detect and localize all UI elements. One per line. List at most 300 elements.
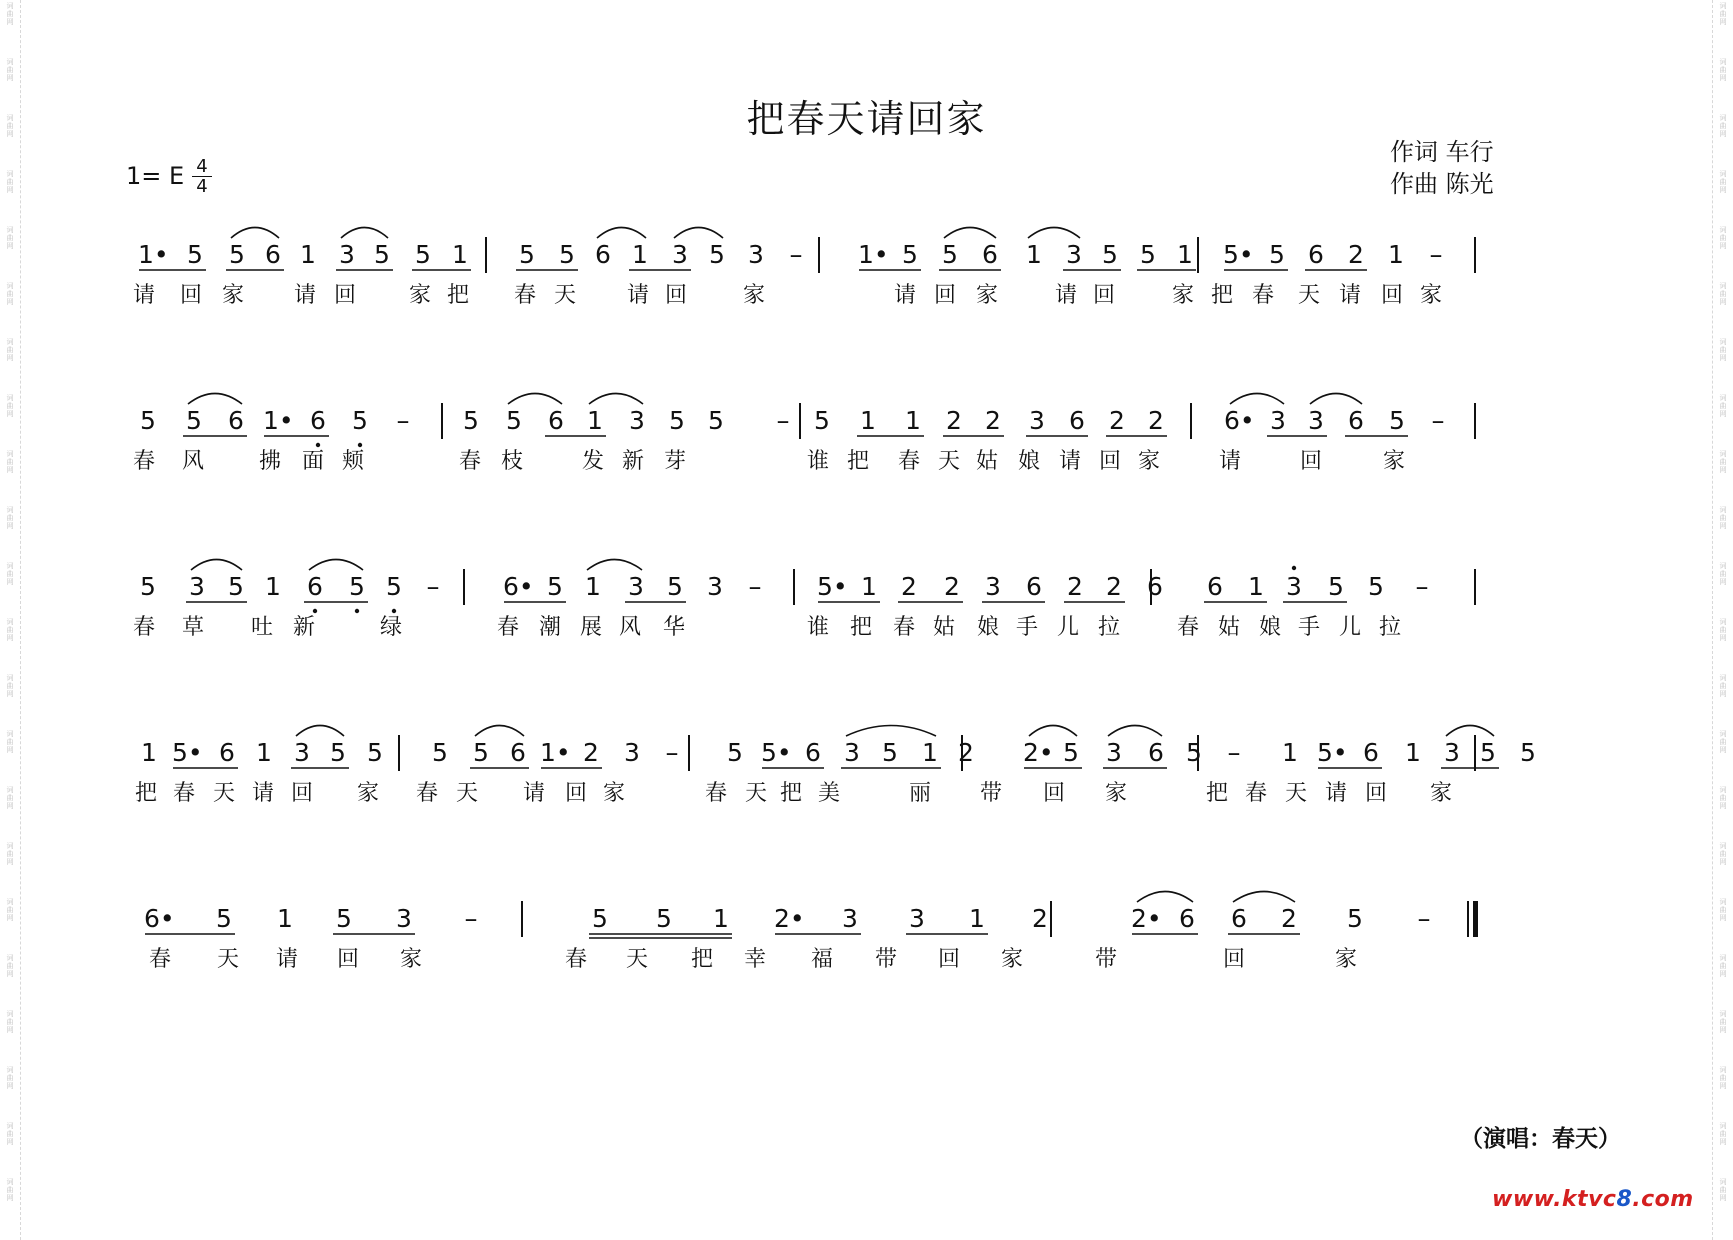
lyric-char: 风 xyxy=(181,449,204,474)
note: 6 xyxy=(310,406,326,435)
lyric-char: 回 xyxy=(1092,283,1115,308)
note: 2 xyxy=(944,572,960,601)
note: 2 xyxy=(1109,406,1125,435)
note: 5 xyxy=(463,406,479,435)
tie-arc xyxy=(1137,892,1193,903)
tie-arc xyxy=(944,228,996,239)
watermark-text: 词 曲 网 xyxy=(1719,618,1727,642)
watermark-text: 词 曲 网 xyxy=(1719,58,1727,82)
note: 3 xyxy=(1286,572,1302,601)
lyric-char: 家 xyxy=(1000,947,1023,972)
lyric-char: 发 xyxy=(581,449,604,474)
lyric-char: 芽 xyxy=(663,449,686,474)
lyric-char: 面 xyxy=(301,449,324,474)
lyric-char: 家 xyxy=(742,283,765,308)
note: 5 xyxy=(432,738,448,767)
note: 5 xyxy=(140,406,156,435)
note: 3 xyxy=(1106,738,1122,767)
key-signature: 1= E xyxy=(126,162,185,190)
lyric-char: 娘 xyxy=(1258,615,1281,640)
lyric-char: 吐 xyxy=(250,615,273,640)
octave-dot-below xyxy=(392,609,396,613)
note: 1 xyxy=(1405,738,1421,767)
note: 3 xyxy=(672,240,688,269)
lyric-char: 春 xyxy=(704,781,727,806)
tie-arc xyxy=(1230,394,1284,405)
note: 5• xyxy=(172,738,203,767)
lyric-char: 家 xyxy=(1419,283,1442,308)
note: 6 xyxy=(1026,572,1042,601)
note: 1 xyxy=(256,738,272,767)
lyric-char: 春 xyxy=(132,615,155,640)
note: 1 xyxy=(1248,572,1264,601)
watermark-text: 词 曲 网 xyxy=(1719,394,1727,418)
note: 5 xyxy=(386,572,402,601)
note: 1 xyxy=(452,240,468,269)
watermark-text: 词 曲 网 xyxy=(6,562,14,586)
note: 3 xyxy=(1308,406,1324,435)
lyric-char: 把 xyxy=(446,283,469,308)
lyric-char: 拂 xyxy=(258,449,281,474)
tie-arc xyxy=(296,726,344,737)
lyric-char: 天 xyxy=(455,781,478,806)
lyric-char: 请 xyxy=(132,283,155,308)
note: 1 xyxy=(969,904,985,933)
note: 2• xyxy=(774,904,805,933)
note: 3 xyxy=(707,572,723,601)
lyric-char: 家 xyxy=(975,283,998,308)
lyric-char: 请 xyxy=(1218,449,1241,474)
site-middle: 8 xyxy=(1616,1187,1633,1212)
note: 6 xyxy=(228,406,244,435)
watermark-text: 词 曲 网 xyxy=(1719,506,1727,530)
watermark-text: 词 曲 网 xyxy=(6,1178,14,1202)
note: 5 xyxy=(187,240,203,269)
site-prefix: www.ktvc xyxy=(1492,1187,1617,1212)
lyric-char: 带 xyxy=(1094,947,1117,972)
note: 5 xyxy=(1063,738,1079,767)
note: 3 xyxy=(842,904,858,933)
note: 5 xyxy=(349,572,365,601)
watermark-text: 词 曲 网 xyxy=(1719,282,1727,306)
watermark-text: 词 曲 网 xyxy=(6,506,14,530)
note: 5 xyxy=(709,240,725,269)
note: 5 xyxy=(336,904,352,933)
lyric-char: 回 xyxy=(290,781,313,806)
note: – xyxy=(1415,572,1429,602)
lyric-char: 颊 xyxy=(341,449,364,474)
watermark-text: 词 曲 网 xyxy=(6,1010,14,1034)
lyric-char: 潮 xyxy=(538,615,561,640)
watermark-text: 词 曲 网 xyxy=(1719,562,1727,586)
note: 3 xyxy=(1029,406,1045,435)
note: – xyxy=(789,240,803,270)
tie-arc xyxy=(188,394,242,405)
note: 5 xyxy=(415,240,431,269)
note: 2 xyxy=(1106,572,1122,601)
tie-arc xyxy=(191,560,242,571)
note: 5 xyxy=(1347,904,1363,933)
lyric-char: 请 xyxy=(522,781,545,806)
lyric-char: 回 xyxy=(1299,449,1322,474)
note: 5 xyxy=(186,406,202,435)
note: 6 xyxy=(265,240,281,269)
tie-arc xyxy=(589,394,643,405)
note: 5 xyxy=(519,240,535,269)
lyric-char: 天 xyxy=(625,947,648,972)
watermark-text: 词 曲 网 xyxy=(6,394,14,418)
site-suffix: .com xyxy=(1632,1187,1694,1212)
note: – xyxy=(665,738,679,768)
lyric-char: 春 xyxy=(148,947,171,972)
note: 3 xyxy=(294,738,310,767)
note: 2 xyxy=(985,406,1001,435)
note: 3 xyxy=(624,738,640,767)
watermark-text: 词 曲 网 xyxy=(6,226,14,250)
note: – xyxy=(396,406,410,436)
note: 5 xyxy=(367,738,383,767)
tie-arc xyxy=(1233,892,1295,903)
lyric-char: 把 xyxy=(779,781,802,806)
tie-arc xyxy=(475,726,524,737)
tie-arc xyxy=(846,726,936,737)
watermark-text: 词 曲 网 xyxy=(6,282,14,306)
lyric-char: 姑 xyxy=(975,449,998,474)
lyric-char: 姑 xyxy=(932,615,955,640)
note: – xyxy=(1431,406,1445,436)
watermark-text: 词 曲 网 xyxy=(1719,674,1727,698)
note: 5 xyxy=(374,240,390,269)
watermark-text: 词 曲 网 xyxy=(1719,2,1727,26)
note: 6 xyxy=(1147,572,1163,601)
lyric-char: 请 xyxy=(1338,283,1361,308)
note: 5 xyxy=(559,240,575,269)
lyric-char: 家 xyxy=(408,283,431,308)
lyric-char: 拉 xyxy=(1378,615,1401,640)
note: 1 xyxy=(860,406,876,435)
watermark-text: 词 曲 网 xyxy=(6,730,14,754)
note: 5 xyxy=(547,572,563,601)
note: 5 xyxy=(228,572,244,601)
note: 1 xyxy=(922,738,938,767)
note: 5• xyxy=(1317,738,1348,767)
lyric-char: 把 xyxy=(1210,283,1233,308)
lyric-char: 家 xyxy=(602,781,625,806)
note: 6 xyxy=(1179,904,1195,933)
tie-arc xyxy=(508,394,562,405)
note: 6• xyxy=(1224,406,1255,435)
lyric-char: 娘 xyxy=(1017,449,1040,474)
note: 3 xyxy=(396,904,412,933)
note: 5• xyxy=(817,572,848,601)
lyric-char: 天 xyxy=(744,781,767,806)
note: 3 xyxy=(1444,738,1460,767)
note: 5 xyxy=(506,406,522,435)
note: 6 xyxy=(1231,904,1247,933)
lyric-char: 回 xyxy=(933,283,956,308)
note: 5 xyxy=(352,406,368,435)
note: 5 xyxy=(1368,572,1384,601)
note: 5 xyxy=(592,904,608,933)
note: 2 xyxy=(1067,572,1083,601)
note: 1 xyxy=(1177,240,1193,269)
lyric-char: 回 xyxy=(336,947,359,972)
lyricist: 作词 车行 xyxy=(1390,138,1494,166)
note: 6 xyxy=(548,406,564,435)
lyric-char: 回 xyxy=(1098,449,1121,474)
lyric-char: 请 xyxy=(251,781,274,806)
note: – xyxy=(776,406,790,436)
tie-arc xyxy=(1028,228,1080,239)
tie-arc xyxy=(231,228,279,239)
note: 2 xyxy=(946,406,962,435)
note: 2 xyxy=(958,738,974,767)
note: 1 xyxy=(713,904,729,933)
lyric-char: 幸 xyxy=(743,947,766,972)
watermark-text: 词 曲 网 xyxy=(1719,786,1727,810)
time-signature-top: 4 xyxy=(196,156,208,177)
lyric-char: 回 xyxy=(333,283,356,308)
watermark-text: 词 曲 网 xyxy=(6,1066,14,1090)
note: 5 xyxy=(1269,240,1285,269)
lyric-char: 春 xyxy=(897,449,920,474)
lyric-char: 春 xyxy=(458,449,481,474)
note: 5 xyxy=(1389,406,1405,435)
lyric-char: 新 xyxy=(292,615,315,640)
watermark-text: 词 曲 网 xyxy=(1719,170,1727,194)
note: 5 xyxy=(656,904,672,933)
lyric-char: 福 xyxy=(810,947,833,972)
tie-arc xyxy=(1446,726,1494,737)
lyric-char: 把 xyxy=(1205,781,1228,806)
note: 1 xyxy=(1282,738,1298,767)
lyric-char: 回 xyxy=(564,781,587,806)
note: 5 xyxy=(902,240,918,269)
tie-arc xyxy=(1029,726,1077,737)
note: 3 xyxy=(985,572,1001,601)
note: 5 xyxy=(216,904,232,933)
lyric-char: 手 xyxy=(1015,615,1038,640)
note: 1• xyxy=(858,240,889,269)
note: 6 xyxy=(1348,406,1364,435)
tie-arc xyxy=(1310,394,1362,405)
lyric-char: 请 xyxy=(1058,449,1081,474)
note: 5 xyxy=(942,240,958,269)
lyric-char: 新 xyxy=(621,449,644,474)
note: 6 xyxy=(307,572,323,601)
watermark-text: 词 曲 网 xyxy=(1719,1122,1727,1146)
note: 3 xyxy=(339,240,355,269)
site-logo xyxy=(1492,1187,1694,1212)
lyric-char: 儿 xyxy=(1338,615,1361,640)
watermark-text: 词 曲 网 xyxy=(1719,898,1727,922)
watermark-text: 词 曲 网 xyxy=(1719,226,1727,250)
watermark-text: 词 曲 网 xyxy=(6,954,14,978)
lyric-char: 手 xyxy=(1297,615,1320,640)
lyric-char: 家 xyxy=(1104,781,1127,806)
lyric-char: 娘 xyxy=(976,615,999,640)
lyric-char: 把 xyxy=(690,947,713,972)
lyric-char: 家 xyxy=(356,781,379,806)
lyric-char: 把 xyxy=(134,781,157,806)
lyric-char: 家 xyxy=(1334,947,1357,972)
note: 3 xyxy=(189,572,205,601)
note: 6• xyxy=(144,904,175,933)
tie-arc xyxy=(674,228,723,239)
lyric-char: 天 xyxy=(216,947,239,972)
composer: 作曲 陈光 xyxy=(1390,170,1494,198)
lyric-char: 春 xyxy=(513,283,536,308)
note: 1 xyxy=(277,904,293,933)
note: 5 xyxy=(708,406,724,435)
watermark-text: 词 曲 网 xyxy=(1719,842,1727,866)
note: 1 xyxy=(632,240,648,269)
note: 5 xyxy=(814,406,830,435)
singer-credit: （演唱：春天） xyxy=(1460,1126,1621,1152)
lyric-char: 春 xyxy=(892,615,915,640)
note: 5 xyxy=(727,738,743,767)
lyric-char: 春 xyxy=(1176,615,1199,640)
note: 1 xyxy=(300,240,316,269)
lyric-char: 请 xyxy=(293,283,316,308)
note: – xyxy=(748,572,762,602)
lyric-char: 把 xyxy=(849,615,872,640)
note: – xyxy=(1429,240,1443,270)
lyric-char: 家 xyxy=(1382,449,1405,474)
lyric-char: 风 xyxy=(618,615,641,640)
lyric-char: 谁 xyxy=(806,449,829,474)
watermark-text: 词 曲 网 xyxy=(6,338,14,362)
octave-dot-below xyxy=(316,443,320,447)
lyric-char: 请 xyxy=(893,283,916,308)
note: 5 xyxy=(669,406,685,435)
watermark-text: 词 曲 网 xyxy=(1719,1010,1727,1034)
note: 5 xyxy=(229,240,245,269)
note: 6 xyxy=(1148,738,1164,767)
watermark-text: 词 曲 网 xyxy=(1719,954,1727,978)
lyric-char: 回 xyxy=(1380,283,1403,308)
note: 3 xyxy=(628,572,644,601)
watermark-text: 词 曲 网 xyxy=(6,450,14,474)
lyric-char: 家 xyxy=(1137,449,1160,474)
song-title: 把春天请回家 xyxy=(746,97,987,141)
tie-arc xyxy=(587,560,642,571)
lyric-char: 展 xyxy=(579,615,602,640)
note: 3 xyxy=(1270,406,1286,435)
watermark-text: 词 曲 网 xyxy=(6,674,14,698)
note: 2• xyxy=(1023,738,1054,767)
note: 5 xyxy=(882,738,898,767)
note: 6 xyxy=(805,738,821,767)
tie-arc xyxy=(597,228,646,239)
watermark-text: 词 曲 网 xyxy=(6,1122,14,1146)
note: 6 xyxy=(510,738,526,767)
lyric-char: 请 xyxy=(1054,283,1077,308)
watermark-text: 词 曲 网 xyxy=(6,618,14,642)
lyric-char: 天 xyxy=(212,781,235,806)
lyric-char: 带 xyxy=(979,781,1002,806)
note: 1• xyxy=(540,738,571,767)
lyric-char: 回 xyxy=(1222,947,1245,972)
lyric-char: 天 xyxy=(1297,283,1320,308)
note: 5 xyxy=(473,738,489,767)
lyric-char: 回 xyxy=(1364,781,1387,806)
note: 3 xyxy=(844,738,860,767)
lyric-char: 美 xyxy=(817,781,840,806)
note: 5 xyxy=(1480,738,1496,767)
lyric-char: 春 xyxy=(132,449,155,474)
note: 1 xyxy=(265,572,281,601)
note: 2 xyxy=(1348,240,1364,269)
lyric-char: 春 xyxy=(1251,283,1274,308)
note: 6 xyxy=(595,240,611,269)
lyric-char: 回 xyxy=(937,947,960,972)
tie-arc xyxy=(341,228,388,239)
lyric-char: 回 xyxy=(664,283,687,308)
lyric-char: 把 xyxy=(846,449,869,474)
lyric-char: 回 xyxy=(1042,781,1065,806)
time-signature-bottom: 4 xyxy=(192,176,212,196)
watermark-text: 词 曲 网 xyxy=(6,2,14,26)
lyric-char: 回 xyxy=(179,283,202,308)
note: 6 xyxy=(1069,406,1085,435)
lyric-char: 天 xyxy=(553,283,576,308)
note: 6 xyxy=(1207,572,1223,601)
note: 2 xyxy=(901,572,917,601)
note: 3 xyxy=(909,904,925,933)
lyric-char: 春 xyxy=(1244,781,1267,806)
lyric-char: 谁 xyxy=(806,615,829,640)
lyric-char: 儿 xyxy=(1056,615,1079,640)
tie-arc xyxy=(1108,726,1162,737)
lyric-char: 拉 xyxy=(1097,615,1120,640)
note: 5 xyxy=(1102,240,1118,269)
lyric-char: 家 xyxy=(399,947,422,972)
lyric-char: 天 xyxy=(1284,781,1307,806)
note: – xyxy=(1227,738,1241,768)
note: 1 xyxy=(905,406,921,435)
note: 5 xyxy=(140,572,156,601)
watermark-text: 词 曲 网 xyxy=(1719,338,1727,362)
lyric-char: 春 xyxy=(415,781,438,806)
octave-dot-below xyxy=(313,609,317,613)
note: 5 xyxy=(1140,240,1156,269)
note: 1 xyxy=(1026,240,1042,269)
note: – xyxy=(426,572,440,602)
note: 5• xyxy=(1223,240,1254,269)
note: 6 xyxy=(219,738,235,767)
lyric-char: 姑 xyxy=(1217,615,1240,640)
lyric-char: 春 xyxy=(172,781,195,806)
lyric-char: 请 xyxy=(626,283,649,308)
watermark-text: 词 曲 网 xyxy=(6,786,14,810)
note: 2 xyxy=(1032,904,1048,933)
lyric-char: 绿 xyxy=(379,615,402,640)
note: 1 xyxy=(585,572,601,601)
watermark-text: 词 曲 网 xyxy=(6,58,14,82)
octave-dot-above xyxy=(1292,566,1296,570)
note: 1 xyxy=(587,406,603,435)
note: 6 xyxy=(982,240,998,269)
watermark-text: 词 曲 网 xyxy=(6,170,14,194)
watermark-text: 词 曲 网 xyxy=(6,114,14,138)
watermark-text: 词 曲 网 xyxy=(1719,1178,1727,1202)
note: 5• xyxy=(761,738,792,767)
lyric-char: 草 xyxy=(181,615,204,640)
note: 1• xyxy=(263,406,294,435)
note: 5 xyxy=(667,572,683,601)
note: 5 xyxy=(1520,738,1536,767)
